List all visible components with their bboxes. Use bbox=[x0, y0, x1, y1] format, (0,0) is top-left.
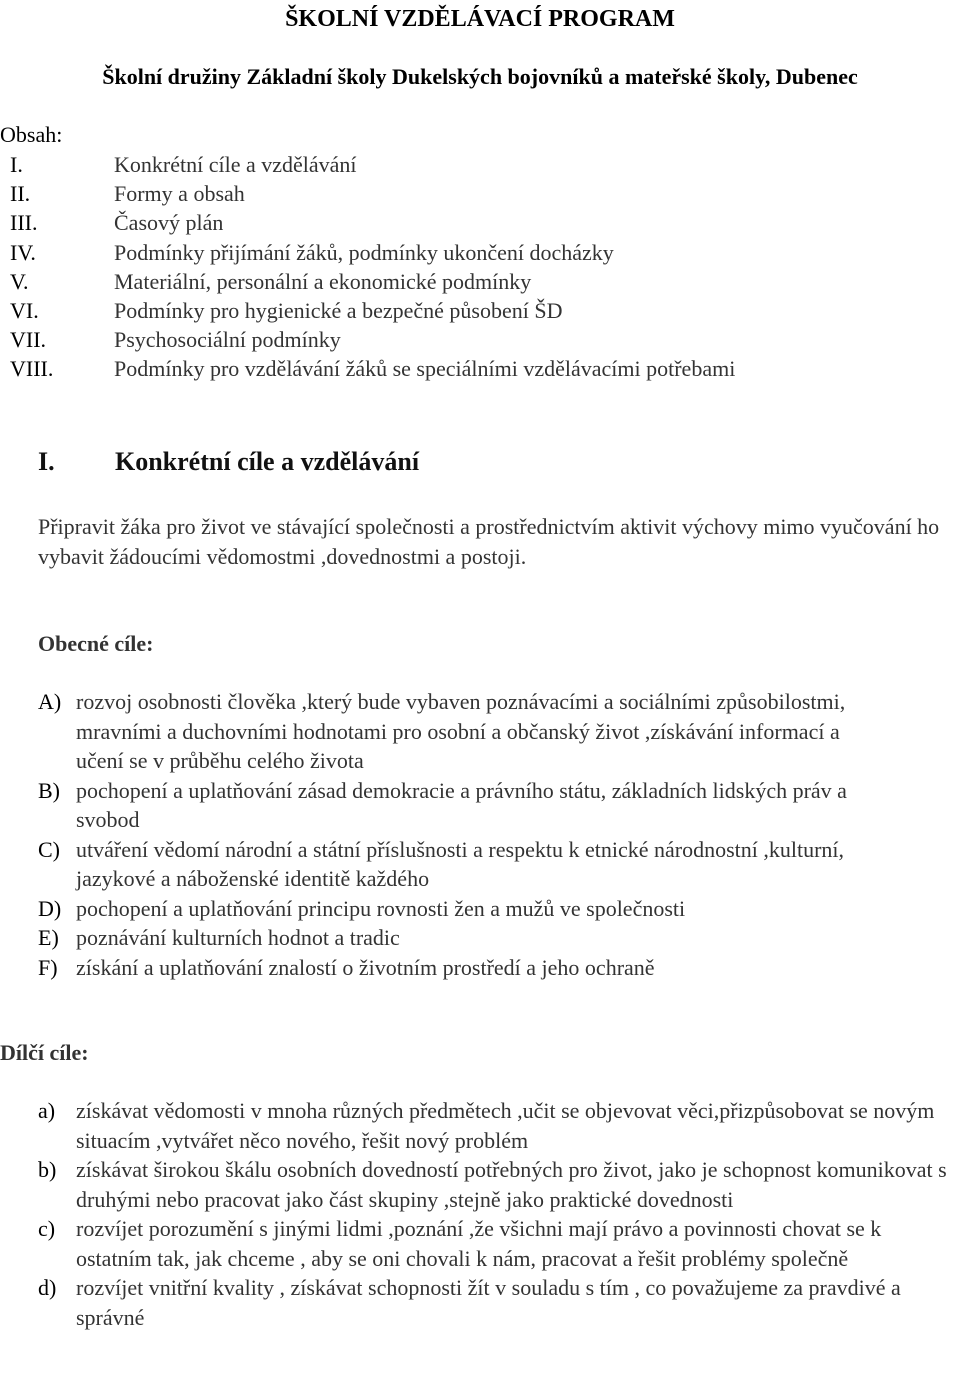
list-item bbox=[0, 776, 884, 835]
toc-item-text: Formy a obsah bbox=[114, 181, 245, 207]
list-item-marker: a) bbox=[38, 1098, 56, 1123]
list-item-marker: D) bbox=[38, 895, 62, 921]
toc-item-number: IV. bbox=[10, 239, 36, 265]
list-item-marker: c) bbox=[38, 1216, 56, 1241]
toc-item-number: II. bbox=[10, 181, 31, 207]
list-item bbox=[0, 1214, 960, 1273]
list-item-text: pochopení a uplatňování zásad demokracie a právního státu, základních lidských práv a svobod bbox=[76, 777, 847, 832]
list-item-text: poznávání kulturních hodnot a tradic bbox=[76, 925, 400, 950]
list-item-marker: A) bbox=[38, 689, 62, 714]
toc-item-number: VII. bbox=[10, 327, 47, 353]
toc-item-text: Časový plán bbox=[114, 210, 224, 236]
section-intro-paragraph: Připravit žáka pro život ve stávající společnosti a prostřednictvím aktivit výchovy mimo vyučování ho vybavit žádoucími vědomostmi ,dovednostmi a postoji. bbox=[38, 514, 940, 569]
toc-item-text: Konkrétní cíle a vzdělávání bbox=[114, 152, 357, 177]
toc-item-text: Materiální, personální a ekonomické podmínky bbox=[114, 268, 532, 294]
list-item bbox=[0, 953, 884, 983]
list-item-marker: E) bbox=[38, 925, 59, 950]
list-item-marker: d) bbox=[38, 1275, 57, 1300]
document-title: ŠKOLNÍ VZDĚLÁVACÍ PROGRAM bbox=[285, 6, 675, 32]
general-goals-heading: Obecné cíle: bbox=[38, 631, 154, 656]
toc-item-text: Psychosociální podmínky bbox=[114, 327, 341, 353]
toc-item-number: III. bbox=[10, 210, 38, 236]
toc-item-number: I. bbox=[10, 152, 23, 177]
general-goals-list bbox=[0, 687, 884, 982]
document-subtitle: Školní družiny Základní školy Dukelských bojovníků a mateřské školy, Dubenec bbox=[102, 64, 858, 89]
toc-item-number: VIII. bbox=[10, 356, 54, 382]
list-item bbox=[0, 894, 884, 924]
list-item-text: rozvíjet vnitřní kvality , získávat schopnosti žít v souladu s tím , co považujeme za pravdivé a správné bbox=[76, 1275, 901, 1330]
list-item bbox=[0, 1096, 960, 1155]
toc-item-number: V. bbox=[10, 268, 29, 294]
section-number: I. bbox=[38, 447, 55, 476]
list-item-text: rozvoj osobnosti člověka ,který bude vybaven poznávacími a sociálními způsobilostmi, mravními a duchovními hodnotami pro osobní a občanský život ,získávání informací a učení se v průběhu celého života bbox=[76, 689, 846, 773]
list-item-text: získávat vědomosti v mnoha různých předmětech ,učit se objevovat věci,přizpůsobovat se novým situacím ,vytvářet něco nového, řešit nový problém bbox=[76, 1098, 935, 1153]
list-item-text: utváření vědomí národní a státní příslušnosti a respektu k etnické národnostní ,kulturní, jazykové a náboženské identitě každého bbox=[76, 836, 845, 891]
list-item-text: získání a uplatňování znalostí o životním prostředí a jeho ochraně bbox=[76, 954, 655, 980]
list-item bbox=[0, 1273, 960, 1332]
section-title: Konkrétní cíle a vzdělávání bbox=[115, 447, 420, 476]
list-item-marker: C) bbox=[38, 836, 60, 862]
toc-label: Obsah: bbox=[0, 122, 63, 147]
toc-item-number: VI. bbox=[10, 297, 39, 323]
list-item-marker: F) bbox=[38, 954, 58, 980]
toc-item-text: Podmínky pro vzdělávání žáků se speciálními vzdělávacími potřebami bbox=[114, 356, 736, 382]
toc-item-text: Podmínky přijímání žáků, podmínky ukončení docházky bbox=[114, 239, 614, 265]
partial-goals-heading: Dílčí cíle: bbox=[0, 1040, 89, 1065]
toc-item-text: Podmínky pro hygienické a bezpečné působení ŠD bbox=[114, 297, 563, 323]
list-item bbox=[0, 1155, 960, 1214]
list-item bbox=[0, 923, 884, 953]
list-item bbox=[0, 687, 884, 776]
list-item-text: získávat širokou škálu osobních dovedností potřebných pro život, jako je schopnost komunikovat s druhými nebo pracovat jako část skupiny ,stejně jako praktické dovednosti bbox=[76, 1157, 947, 1212]
list-item-marker: B) bbox=[38, 777, 60, 803]
list-item-text: pochopení a uplatňování principu rovnosti žen a mužů ve společnosti bbox=[76, 895, 686, 921]
list-item bbox=[0, 835, 884, 894]
list-item-text: rozvíjet porozumění s jinými lidmi ,poznání ,že všichni mají právo a povinnosti chovat se k ostatním tak, jak chceme , aby se oni chovali k nám, pracovat a řešit problémy společně bbox=[76, 1216, 882, 1271]
partial-goals-list bbox=[0, 1096, 960, 1332]
list-item-marker: b) bbox=[38, 1157, 57, 1182]
